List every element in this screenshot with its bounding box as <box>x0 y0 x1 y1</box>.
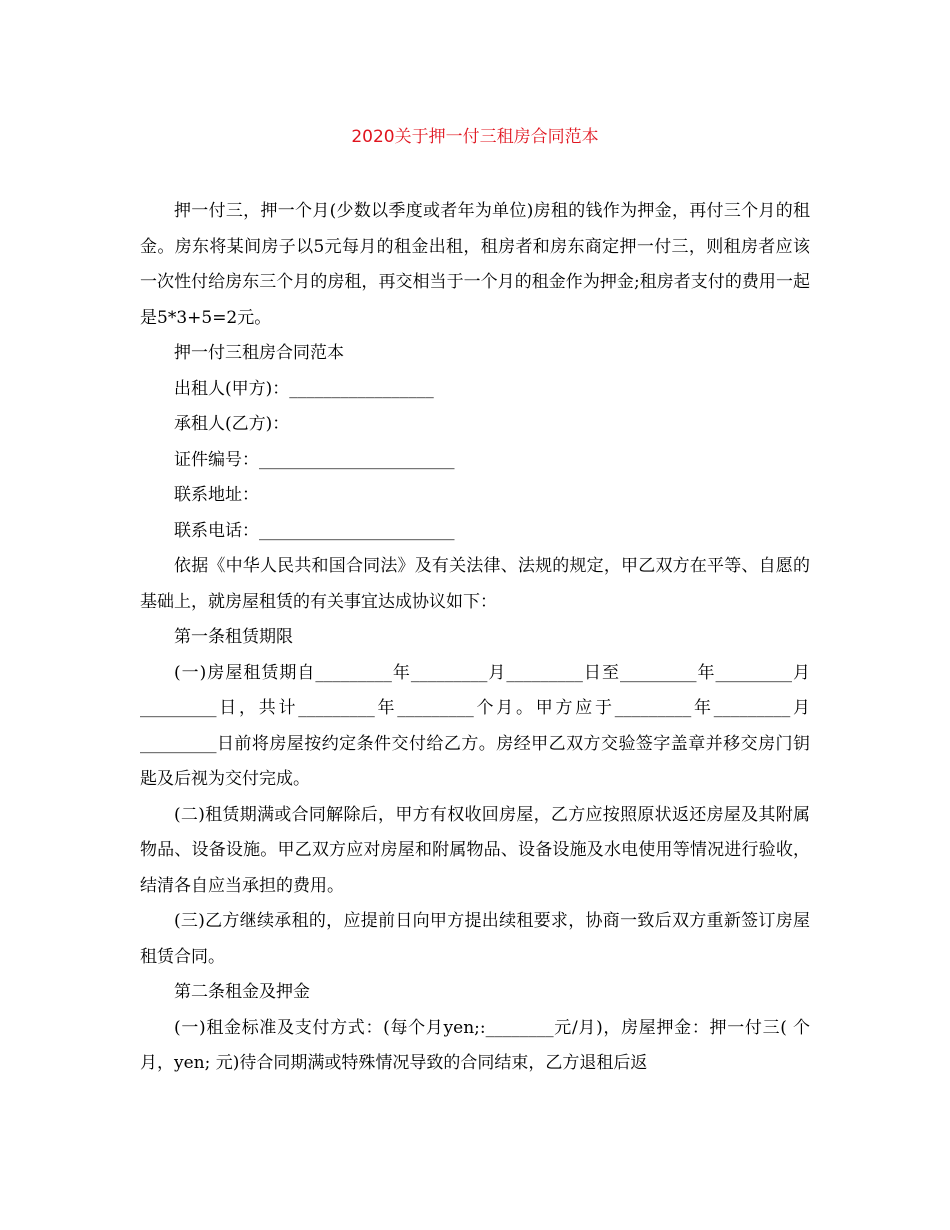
article-2-clause-1: (一)租金标准及支付方式：(每个月yen;:________元/月)，房屋押金：押一付三( 个月，yen; 元)待合同期满或特殊情况导致的合同结束，乙方退租后返 <box>140 1017 810 1073</box>
article-1-clause-1: (一)房屋租赁期自_________年_________月_________日至_________年_________月_________日，共计_________年_________个月。甲方应于_________年_________月_________日前将房屋按约定条件交付给乙方。房经甲乙双方交验签字盖章并移交房门钥匙及后视为交付完成。 <box>140 662 810 789</box>
article-1-heading: 第一条租赁期限 <box>174 627 293 647</box>
lessee-field: 承租人(乙方)： <box>174 414 290 434</box>
document-title: 2020关于押一付三租房合同范本 <box>351 127 599 147</box>
article-2-heading: 第二条租金及押金 <box>174 982 310 1002</box>
contract-heading: 押一付三租房合同范本 <box>174 343 344 363</box>
lessor-field: 出租人(甲方)：_________________ <box>174 378 434 399</box>
phone-field: 联系电话：_______________________ <box>174 520 455 541</box>
address-field: 联系地址： <box>174 485 259 505</box>
intro-paragraph: 押一付三，押一个月(少数以季度或者年为单位)房租的钱作为押金，再付三个月的租金。房东将某间房子以5元每月的租金出租，租房者和房东商定押一付三，则租房者应该一次性付给房东三个月的房租，再交相当于一个月的租金作为押金;租房者支付的费用一起是5*3+5=2元。 <box>140 201 810 328</box>
article-1-clause-3: (三)乙方继续承租的，应提前日向甲方提出续租要求，协商一致后双方重新签订房屋租赁合同。 <box>140 911 810 967</box>
document-body <box>140 194 810 1082</box>
id-number-field: 证件编号：_______________________ <box>174 449 455 470</box>
legal-basis-paragraph: 依据《中华人民共和国合同法》及有关法律、法规的规定，甲乙双方在平等、自愿的基础上，就房屋租赁的有关事宜达成协议如下： <box>140 556 810 612</box>
article-1-clause-2: (二)租赁期满或合同解除后，甲方有权收回房屋，乙方应按照原状返还房屋及其附属物品、设备设施。甲乙双方应对房屋和附属物品、设备设施及水电使用等情况进行验收，结清各自应当承担的费用。 <box>140 804 810 896</box>
